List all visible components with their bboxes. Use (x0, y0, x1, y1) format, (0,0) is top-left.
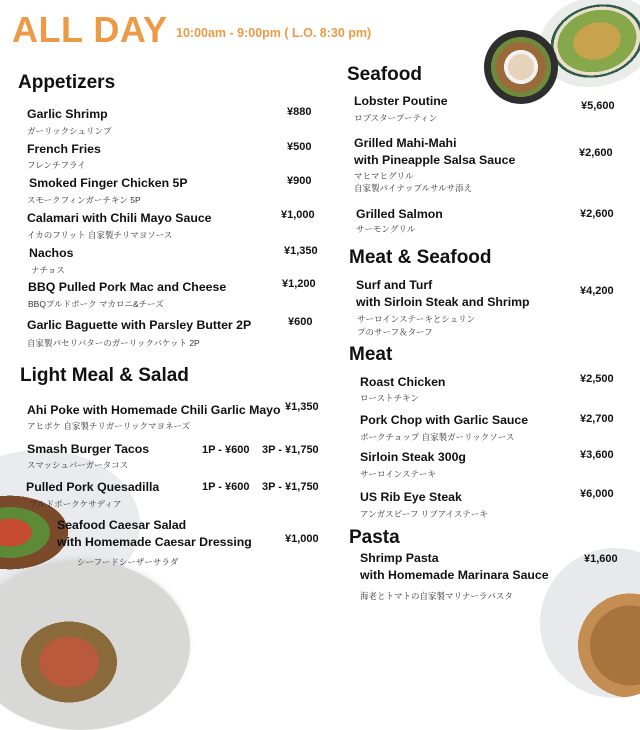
item-jp-line1: サーロインステーキとシュリン (357, 314, 476, 324)
item-jp: サーロインステーキ (360, 469, 436, 479)
item-name-line1: Seafood Caesar Salad (57, 518, 187, 532)
item-name: BBQ Pulled Pork Mac and Cheese (28, 280, 227, 294)
item-price-1p: 1P - ¥600 (202, 481, 250, 493)
menu-title: ALL DAY (12, 9, 168, 50)
item-jp: サーモングリル (356, 224, 416, 234)
item-name: Smash Burger Tacos (27, 442, 150, 456)
item-price: ¥880 (287, 106, 312, 118)
item-name-line2: with Sirloin Steak and Shrimp (356, 295, 530, 309)
item-name: US Rib Eye Steak (360, 490, 462, 504)
item-jp: アヒポケ 自家製チリガーリックマヨネーズ (27, 421, 191, 431)
item-jp: アンガスビーフ リブアイステーキ (360, 509, 488, 519)
item-name-line1: Shrimp Pasta (360, 551, 439, 565)
item-jp: 海老とトマトの自家製マリナーラパスタ (360, 591, 513, 601)
section-title-meat: Meat (349, 344, 393, 365)
item-jp: ナチョス (31, 265, 65, 275)
shrimp-dish-photo (0, 560, 190, 730)
item-name-line2: with Pineapple Salsa Sauce (354, 153, 516, 167)
item-price-1p: 1P - ¥600 (202, 444, 250, 456)
item-jp: BBQプルドポーク マカロニ&チーズ (28, 299, 164, 309)
item-jp-line2: プのサーフ＆ターフ (357, 327, 433, 337)
item-name: Grilled Salmon (356, 207, 443, 221)
item-jp: ローストチキン (360, 393, 419, 403)
section-title-pasta: Pasta (349, 527, 400, 548)
appetizer-bowl-photo (484, 30, 558, 104)
item-name: Ahi Poke with Homemade Chili Garlic Mayo (27, 403, 281, 417)
item-name-line2: with Homemade Caesar Dressing (57, 535, 252, 549)
item-price: ¥1,000 (281, 209, 315, 221)
item-jp: ロブスタープーティン (354, 113, 438, 123)
item-name: Nachos (29, 246, 74, 260)
item-name: French Fries (27, 142, 101, 156)
item-price: ¥500 (287, 141, 312, 153)
item-name: Smoked Finger Chicken 5P (29, 176, 188, 190)
item-jp: フレンチフライ (27, 160, 86, 170)
item-price: ¥4,200 (580, 285, 614, 297)
item-price: ¥900 (287, 175, 312, 187)
item-jp: プルドポークケサディア (29, 499, 122, 509)
item-price: ¥1,200 (282, 278, 316, 290)
section-title-light-meal-salad: Light Meal & Salad (20, 365, 189, 386)
item-name: Garlic Baguette with Parsley Butter 2P (27, 318, 252, 332)
item-jp: ポークチョップ 自家製ガーリックソース (360, 432, 515, 442)
item-price: ¥600 (288, 316, 313, 328)
item-name: Sirloin Steak 300g (360, 450, 466, 464)
item-name: Garlic Shrimp (27, 107, 108, 121)
opening-hours: 10:00am - 9:00pm ( L.O. 8:30 pm) (176, 26, 372, 40)
item-price: ¥2,600 (580, 208, 614, 220)
item-name: Pulled Pork Quesadilla (26, 480, 160, 494)
item-name-line1: Grilled Mahi-Mahi (354, 136, 457, 150)
item-name: Pork Chop with Garlic Sauce (360, 413, 529, 427)
item-jp: ガーリックシュリンプ (27, 126, 112, 136)
item-jp: シーフードシーザーサラダ (77, 557, 179, 567)
item-name-line1: Surf and Turf (356, 278, 433, 292)
section-title-meat-seafood: Meat & Seafood (349, 247, 492, 268)
item-price: ¥3,600 (580, 449, 614, 461)
item-price: ¥1,600 (584, 553, 618, 565)
item-price: ¥2,700 (580, 413, 614, 425)
item-jp-line1: マヒマヒグリル (354, 171, 414, 181)
fried-chicken-plate-photo (540, 548, 640, 698)
item-price: ¥1,350 (284, 245, 318, 257)
item-name: Lobster Poutine (354, 94, 448, 108)
item-jp: 自家製パセリバターのガーリックバケット 2P (27, 338, 200, 348)
item-price: ¥1,350 (285, 401, 319, 413)
item-jp: スモークフィンガーチキン 5P (27, 195, 141, 205)
section-title-seafood: Seafood (347, 64, 422, 85)
item-jp: スマッシュバーガータコス (27, 460, 129, 470)
section-title-appetizers: Appetizers (18, 72, 116, 93)
item-name: Calamari with Chili Mayo Sauce (27, 211, 212, 225)
item-price: ¥2,600 (579, 147, 613, 159)
item-price-3p: 3P - ¥1,750 (262, 444, 319, 456)
item-jp: イカのフリット 自家製チリマヨソース (27, 230, 173, 240)
item-price-3p: 3P - ¥1,750 (262, 481, 319, 493)
item-price: ¥6,000 (580, 488, 614, 500)
item-name: Roast Chicken (360, 375, 446, 389)
item-price: ¥5,600 (581, 100, 615, 112)
item-price: ¥1,000 (285, 533, 319, 545)
item-jp-line2: 自家製パイナップルサルサ添え (354, 183, 473, 193)
item-name-line2: with Homemade Marinara Sauce (360, 568, 549, 582)
item-price: ¥2,500 (580, 373, 614, 385)
